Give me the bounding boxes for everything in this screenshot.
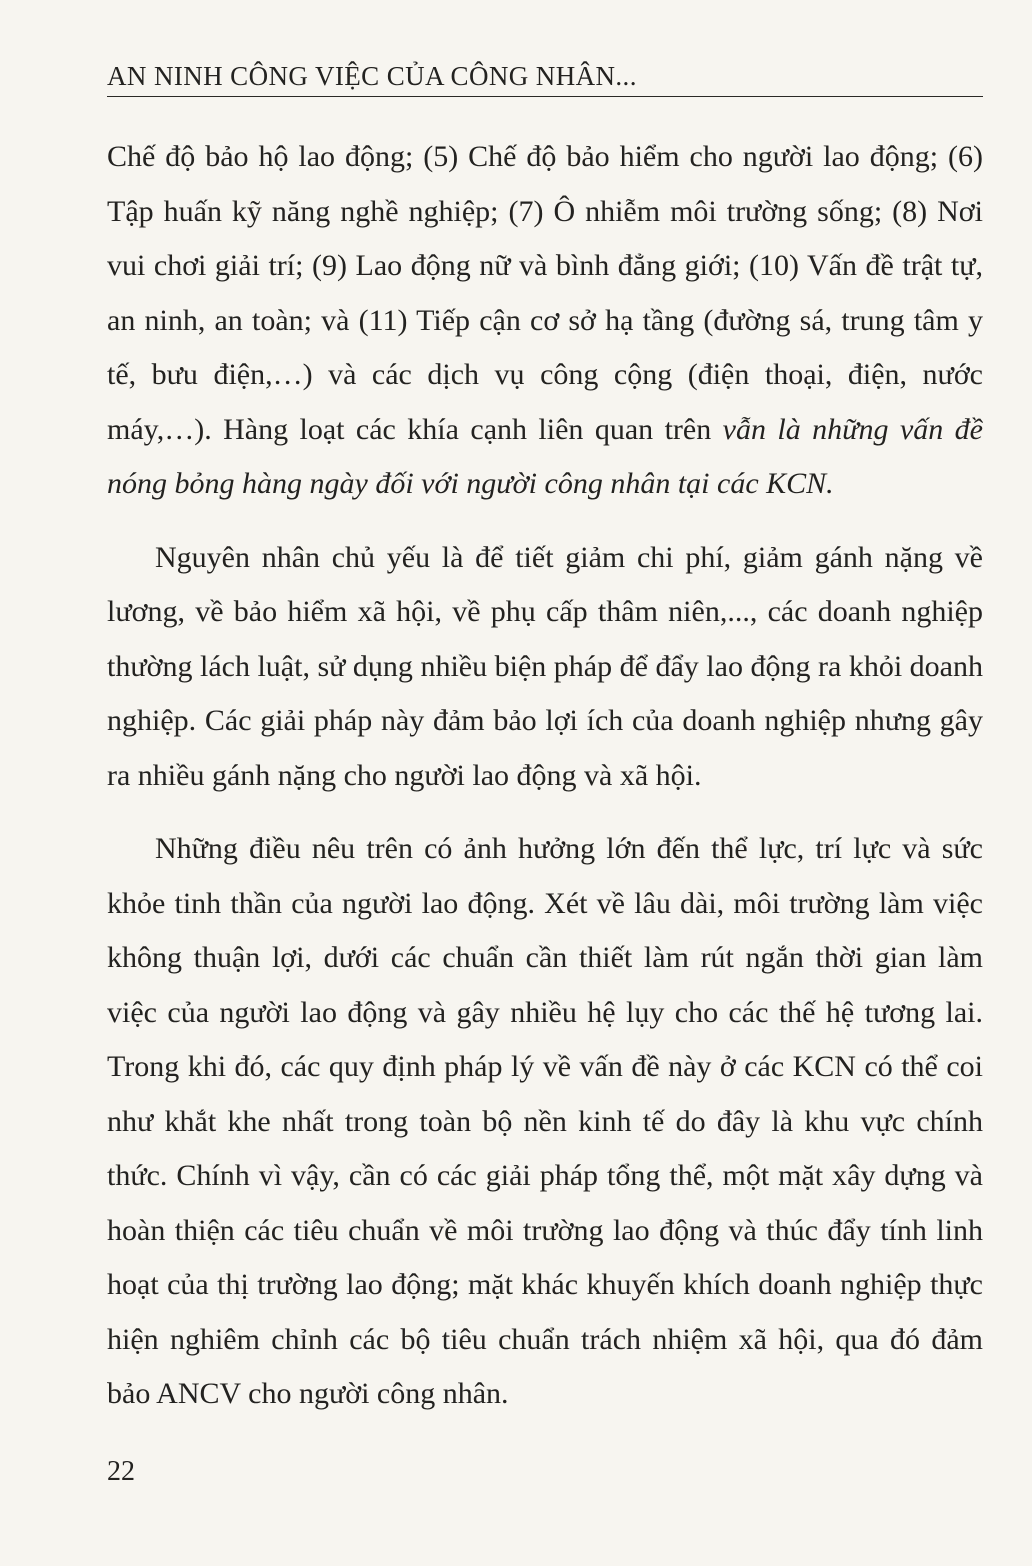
paragraph-3: Những điều nêu trên có ảnh hưởng lớn đến thể lực, trí lực và sức khỏe tinh thần của người lao động. Xét về lâu dài, môi trường làm việc không thuận lợi, dưới các chuẩn cần thiết làm rút ngắn thời gian làm việc của người lao động và gây nhiều hệ lụy cho các thế hệ tương lai. Trong khi đó, các quy định pháp lý về vấn đề này ở các KCN có thể coi như khắt khe nhất trong toàn bộ nền kinh tế do đây là khu vực chính thức. Chính vì vậy, cần có các giải pháp tổng thể, một mặt xây dựng và hoàn thiện các tiêu chuẩn về môi trường lao động và thúc đẩy tính linh hoạt của thị trường lao động; mặt khác khuyến khích doanh nghiệp thực hiện nghiêm chỉnh các bộ tiêu chuẩn trách nhiệm xã hội, qua đó đảm bảo ANCV cho người công nhân.	[107, 832, 983, 1410]
paragraph-1-emphasis: vẫn là những vấn đề nóng bỏng hàng ngày đối với người công nhân tại các KCN.	[107, 412, 983, 500]
paragraph-1-text: Chế độ bảo hộ lao động; (5) Chế độ bảo hiểm cho người lao động; (6) Tập huấn kỹ năng nghề nghiệp; (7) Ô nhiễm môi trường sống; (8) Nơi vui chơi giải trí; (9) Lao động nữ và bình đẳng giới; (10) Vấn đề trật tự, an ninh, an toàn; và (11) Tiếp cận cơ sở hạ tầng (đường sá, trung tâm y tế, bưu điện,…) và các dịch vụ công cộng (điện thoại, điện, nước máy,…). Hàng loạt các khía cạnh liên quan trên	[107, 140, 983, 446]
header-rule	[107, 96, 983, 97]
running-header: AN NINH CÔNG VIỆC CỦA CÔNG NHÂN...	[107, 61, 637, 91]
page-number: 22	[107, 1456, 135, 1487]
body-text	[107, 130, 983, 1422]
paragraph-2: Nguyên nhân chủ yếu là để tiết giảm chi phí, giảm gánh nặng về lương, về bảo hiểm xã hội, về phụ cấp thâm niên,..., các doanh nghiệp thường lách luật, sử dụng nhiều biện pháp để đẩy lao động ra khỏi doanh nghiệp. Các giải pháp này đảm bảo lợi ích của doanh nghiệp nhưng gây ra nhiều gánh nặng cho người lao động và xã hội.	[107, 540, 983, 792]
paragraph-1	[107, 130, 983, 512]
